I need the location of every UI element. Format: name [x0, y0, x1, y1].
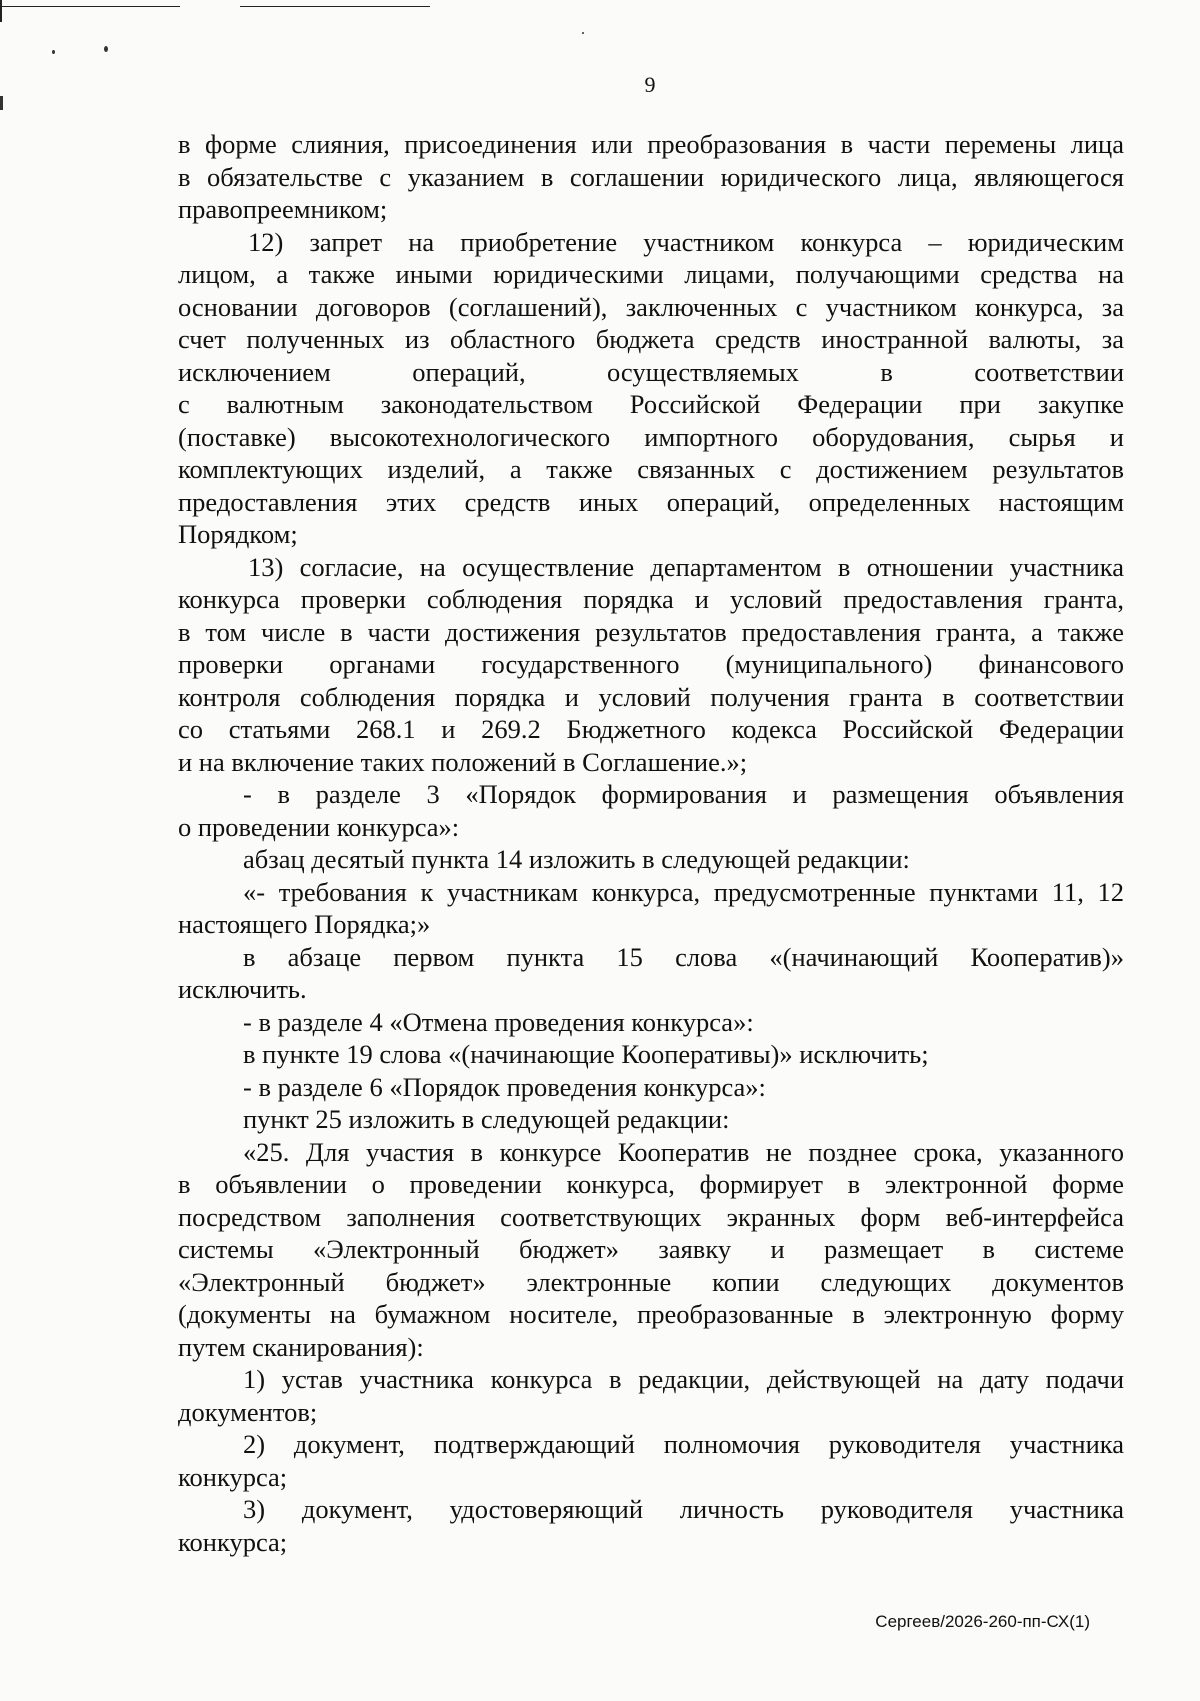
text-line: 3) документ, удостоверяющий личность руководителя участника — [243, 1494, 1124, 1524]
text-line: настоящего Порядка;» — [178, 909, 431, 939]
scan-speck — [104, 46, 108, 52]
page-number: 9 — [644, 72, 656, 97]
text-line: - в разделе 6 «Порядок проведения конкурса»: — [243, 1071, 766, 1102]
scan-speck — [52, 50, 55, 54]
text-line: пункт 25 изложить в следующей редакции: — [243, 1104, 730, 1134]
scan-speck — [0, 96, 3, 110]
text-line: посредством заполнения соответствующих экранных форм веб-интерфейса — [178, 1201, 1124, 1232]
scan-artifact-left-edge — [0, 0, 2, 22]
text-line: исключением операций, осуществляемых в соответствии — [178, 356, 1124, 387]
text-line: Порядком; — [178, 519, 298, 549]
text-line: - в разделе 4 «Отмена проведения конкурса»: — [243, 1006, 754, 1037]
text-line: в абзаце первом пункта 15 слова «(начинающий Кооператив)» — [243, 941, 1124, 972]
document-body — [178, 128, 1124, 1558]
text-line: (документы на бумажном носителе, преобразованные в электронную форму — [178, 1299, 1124, 1329]
text-line: 13) согласие, на осуществление департаментом в отношении участника — [248, 551, 1124, 582]
text-line: со статьями 268.1 и 269.2 Бюджетного кодекса Российской Федерации — [178, 714, 1124, 744]
text-line: «- требования к участникам конкурса, предусмотренные пунктами 11, 12 — [243, 876, 1124, 907]
scan-speck — [582, 32, 584, 34]
text-line: контроля соблюдения порядка и условий получения гранта в соответствии — [178, 681, 1124, 712]
text-line: правопреемником; — [178, 194, 388, 224]
text-line: абзац десятый пункта 14 изложить в следующей редакции: — [243, 844, 910, 874]
text-line: «Электронный бюджет» электронные копии следующих документов — [178, 1266, 1124, 1297]
text-line: системы «Электронный бюджет» заявку и размещает в системе — [178, 1234, 1124, 1264]
text-line: путем сканирования): — [178, 1331, 424, 1362]
text-line: в том числе в части достижения результатов предоставления гранта, а также — [178, 616, 1124, 647]
text-line: лицом, а также иными юридическими лицами, получающими средства на — [178, 259, 1124, 289]
text-line: в обязательстве с указанием в соглашении юридического лица, являющегося — [178, 161, 1124, 192]
text-line: 12) запрет на приобретение участником конкурса – юридическим — [248, 226, 1124, 257]
text-line: в форме слияния, присоединения или преобразования в части перемены лица — [178, 129, 1124, 159]
text-line: конкурса; — [178, 1526, 288, 1557]
document-code: Сергеев/2026-260-пп-СХ(1) — [875, 1612, 1090, 1631]
scan-artifact-top-mid — [240, 6, 430, 7]
text-line: с валютным законодательством Российской Федерации при закупке — [178, 389, 1124, 419]
text-line: 1) устав участника конкурса в редакции, действующей на дату подачи — [243, 1364, 1124, 1394]
scan-artifact-top-left — [0, 6, 180, 7]
text-line: «25. Для участия в конкурсе Кооператив не позднее срока, указанного — [243, 1136, 1124, 1167]
text-line: (поставке) высокотехнологического импортного оборудования, сырья и — [178, 421, 1124, 452]
text-line: основании договоров (соглашений), заключенных с участником конкурса, за — [178, 291, 1124, 322]
text-line: документов; — [178, 1396, 318, 1427]
text-line: конкурса проверки соблюдения порядка и условий предоставления гранта, — [178, 584, 1124, 614]
text-line: предоставления этих средств иных операций, определенных настоящим — [178, 486, 1124, 517]
text-line: исключить. — [178, 974, 307, 1004]
text-line: конкурса; — [178, 1461, 288, 1492]
text-line: комплектующих изделий, а также связанных с достижением результатов — [178, 454, 1124, 484]
text-line: о проведении конкурса»: — [178, 811, 460, 842]
text-line: - в разделе 3 «Порядок формирования и размещения объявления — [243, 779, 1124, 809]
text-line: проверки органами государственного (муниципального) финансового — [178, 649, 1124, 679]
text-line: 2) документ, подтверждающий полномочия руководителя участника — [243, 1429, 1124, 1459]
text-line: в пункте 19 слова «(начинающие Кооперативы)» исключить; — [243, 1039, 929, 1069]
text-line: и на включение таких положений в Соглашение.»; — [178, 746, 748, 777]
text-line: в объявлении о проведении конкурса, формирует в электронной форме — [178, 1169, 1124, 1199]
text-line: счет полученных из областного бюджета средств иностранной валюты, за — [178, 324, 1124, 354]
